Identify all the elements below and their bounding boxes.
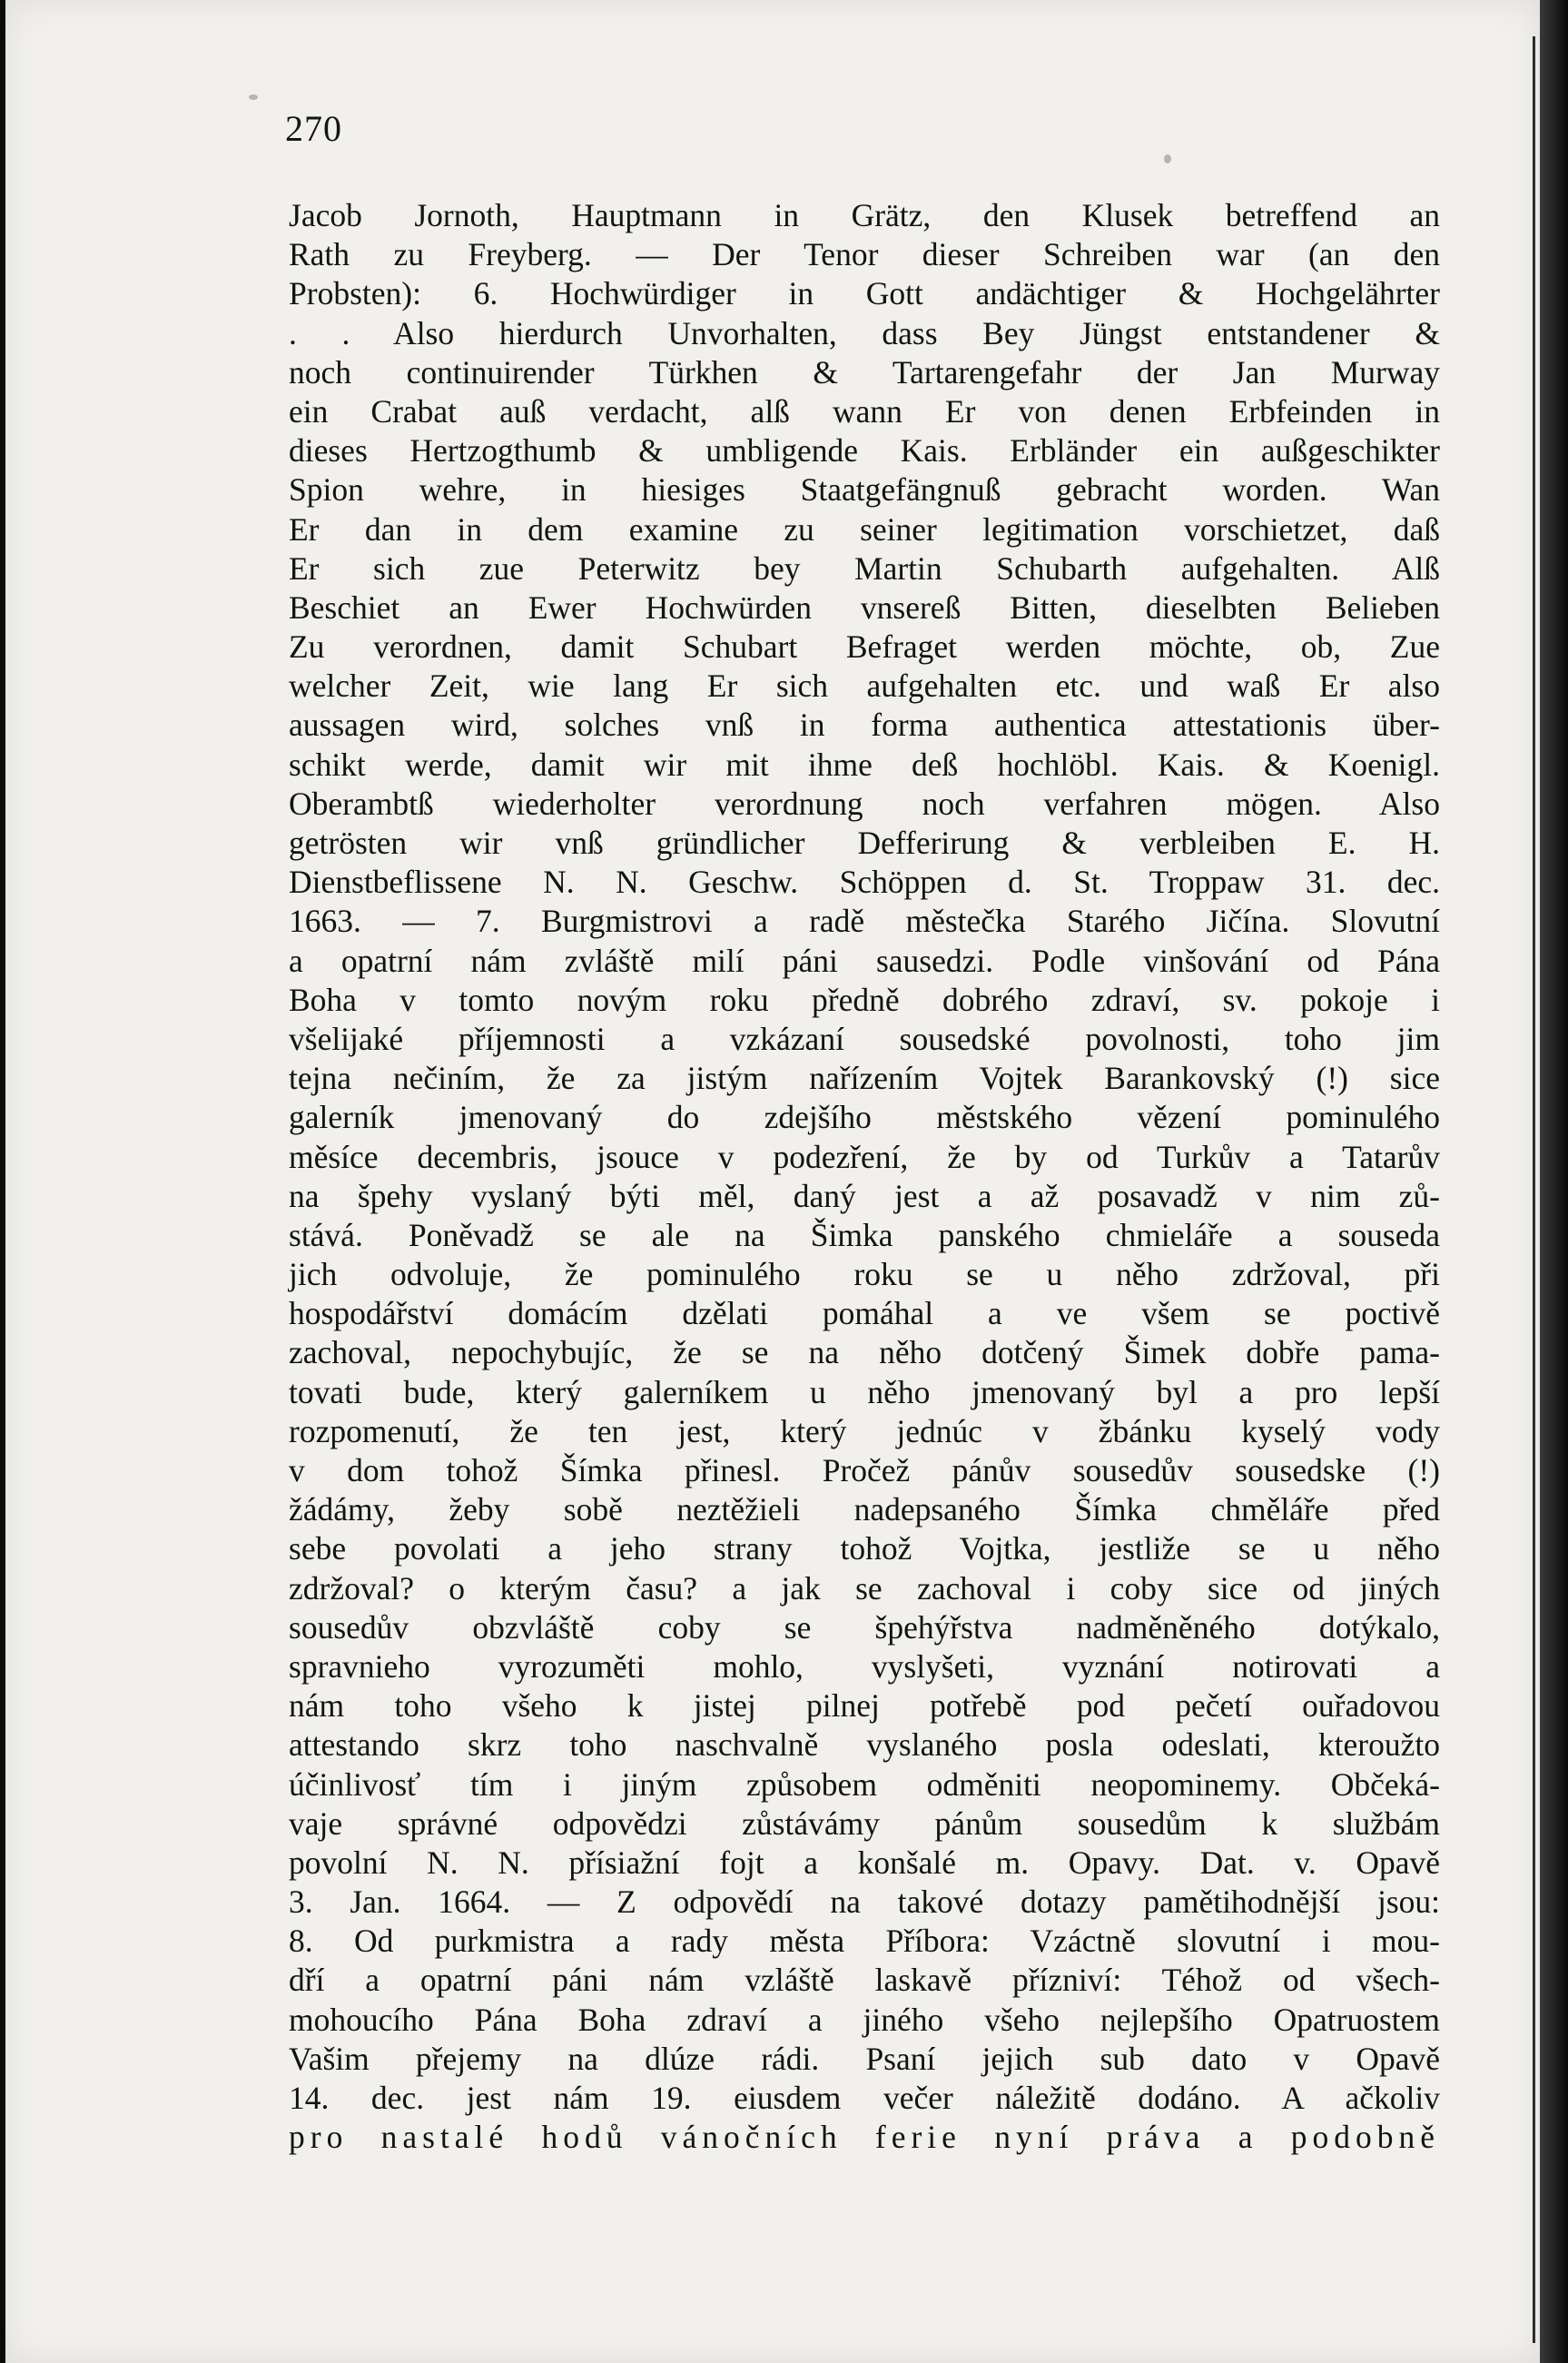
body-text <box>289 196 1440 2157</box>
text-line: Probsten): 6. Hochwürdiger in Gott andächtiger & Hochgelährter <box>289 275 1440 312</box>
text-line: nám toho všeho k jistej pilnej potřebě pod pečetí ouřadovou <box>289 1687 1440 1725</box>
text-line: getrösten wir vnß gründlicher Defferirung & verbleiben E. H. <box>289 825 1440 861</box>
text-line: v dom tohož Šímka přinesl. Pročež pánův sousedův sousedske (!) <box>289 1452 1440 1488</box>
text-line: vaje správné odpovědzi zůstávámy pánům sousedům k službám <box>289 1804 1440 1842</box>
ink-speck <box>1164 154 1171 163</box>
text-line: Er sich zue Peterwitz bey Martin Schubarth aufgehalten. Alß <box>289 549 1440 587</box>
text-line: na špehy vyslaný býti měl, daný jest a až posavadž v nim zů- <box>289 1177 1440 1214</box>
text-line: Rath zu Freyberg. — Der Tenor dieser Schreiben war (an den <box>289 236 1440 273</box>
text-line: attestando skrz toho naschvalně vyslaného posla odeslati, kteroužto <box>289 1726 1440 1764</box>
text-line: dieses Hertzogthumb & umbligende Kais. Erbländer ein außgeschikter <box>289 432 1440 470</box>
text-line: Zu verordnen, damit Schubart Befraget werden möchte, ob, Zue <box>289 628 1440 666</box>
text-line: noch continuirender Türkhen & Tartarengefahr der Jan Murway <box>289 353 1440 391</box>
text-line: rozpomenutí, že ten jest, který jednúc v žbánku kyselý vody <box>289 1412 1440 1449</box>
page-number: 270 <box>285 108 342 149</box>
text-line: jich odvoluje, že pominulého roku se u něho zdržoval, při <box>289 1256 1440 1293</box>
text-line: Oberambtß wiederholter verordnung noch verfahren mögen. Also <box>289 785 1440 822</box>
text-line: galerník jmenovaný do zdejšího městského vězení pominulého <box>289 1099 1440 1136</box>
text-line: tejna nečiním, že za jistým nařízením Vojtek Barankovský (!) sice <box>289 1060 1440 1097</box>
text-line: Jacob Jornoth, Hauptmann in Grätz, den Klusek betreffend an <box>289 197 1440 233</box>
text-line: sebe povolati a jeho strany tohož Vojtka, jestliže se u něho <box>289 1530 1440 1567</box>
text-line: 14. dec. jest nám 19. eiusdem večer náležitě dodáno. A ačkoliv <box>289 2080 1440 2116</box>
text-line: schikt werde, damit wir mit ihme deß hochlöbl. Kais. & Koenigl. <box>289 746 1440 783</box>
text-line: Spion wehre, in hiesiges Staatgefängnuß gebracht worden. Wan <box>289 471 1440 509</box>
text-line: zachoval, nepochybujíc, že se na něho dotčený Šimek dobře pama- <box>289 1334 1440 1371</box>
text-line: dří a opatrní páni nám vzláště laskavě přízniví: Téhož od všech- <box>289 1962 1440 1999</box>
text-line: povolní N. N. přísiažní fojt a konšalé m. Opavy. Dat. v. Opavě <box>289 1844 1440 1881</box>
text-line: Er dan in dem examine zu seiner legitimation vorschietzet, daß <box>289 510 1440 548</box>
text-line: spravnieho vyrozuměti mohlo, vyslyšeti, vyznání notirovati a <box>289 1647 1440 1685</box>
text-line: aussagen wird, solches vnß in forma authentica attestationis über- <box>289 707 1440 744</box>
document-page <box>5 0 1540 2363</box>
text-line: hospodářství domácím dzělati pomáhal a ve všem se poctivě <box>289 1295 1440 1332</box>
text-line: všelijaké příjemnosti a vzkázaní sousedské povolnosti, toho jim <box>289 1020 1440 1057</box>
text-line: Vašim přejemy na dlúze rádi. Psaní jejich sub dato v Opavě <box>289 2040 1440 2077</box>
text-line: 1663. — 7. Burgmistrovi a radě městečka Starého Jičína. Slovutní <box>289 903 1440 940</box>
page-edge-line <box>1533 36 1535 2343</box>
text-line: pro nastalé hodů vánočních ferie nyní práva a podobně <box>289 2119 1440 2156</box>
text-line: žádámy, žeby sobě neztěžieli nadepsaného Šímka chměláře před <box>289 1491 1440 1528</box>
text-line: měsíce decembris, jsouce v podezření, že by od Turkův a Tatarův <box>289 1138 1440 1175</box>
text-line: mohoucího Pána Boha zdraví a jiného všeho nejlepšího Opatruostem <box>289 2001 1440 2038</box>
text-line: zdržoval? o kterým času? a jak se zachoval i coby sice od jiných <box>289 1569 1440 1607</box>
text-line: 8. Od purkmistra a rady města Příbora: Vzáctně slovutní i mou- <box>289 1923 1440 1960</box>
text-line: a opatrní nám zvláště milí páni sausedzi. Podle vinšování od Pána <box>289 942 1440 979</box>
text-line: 3. Jan. 1664. — Z odpovědí na takové dotazy pamětihodnější jsou: <box>289 1883 1440 1921</box>
text-line: stává. Poněvadž se ale na Šimka panského chmieláře a souseda <box>289 1216 1440 1253</box>
text-line: ein Crabat auß verdacht, alß wann Er von denen Erbfeinden in <box>289 392 1440 430</box>
text-line: účinlivosť tím i jiným způsobem odměniti neopominemy. Občeká- <box>289 1765 1440 1803</box>
text-line: Beschiet an Ewer Hochwürden vnsereß Bitten, dieselbten Belieben <box>289 588 1440 626</box>
ink-speck <box>249 94 258 100</box>
text-line: welcher Zeit, wie lang Er sich aufgehalten etc. und waß Er also <box>289 667 1440 705</box>
text-line: Dienstbeflissene N. N. Geschw. Schöppen d. St. Troppaw 31. dec. <box>289 864 1440 901</box>
text-line: tovati bude, který galerníkem u něho jmenovaný byl a pro lepší <box>289 1373 1440 1410</box>
text-line: sousedův obzvláště coby se špehýřstva nadměněného dotýkalo, <box>289 1608 1440 1646</box>
scan-border <box>1540 0 1568 2363</box>
text-line: Boha v tomto novým roku předně dobrého zdraví, sv. pokoje i <box>289 981 1440 1018</box>
text-line: . . Also hierdurch Unvorhalten, dass Bey Jüngst entstandener & <box>289 314 1440 351</box>
